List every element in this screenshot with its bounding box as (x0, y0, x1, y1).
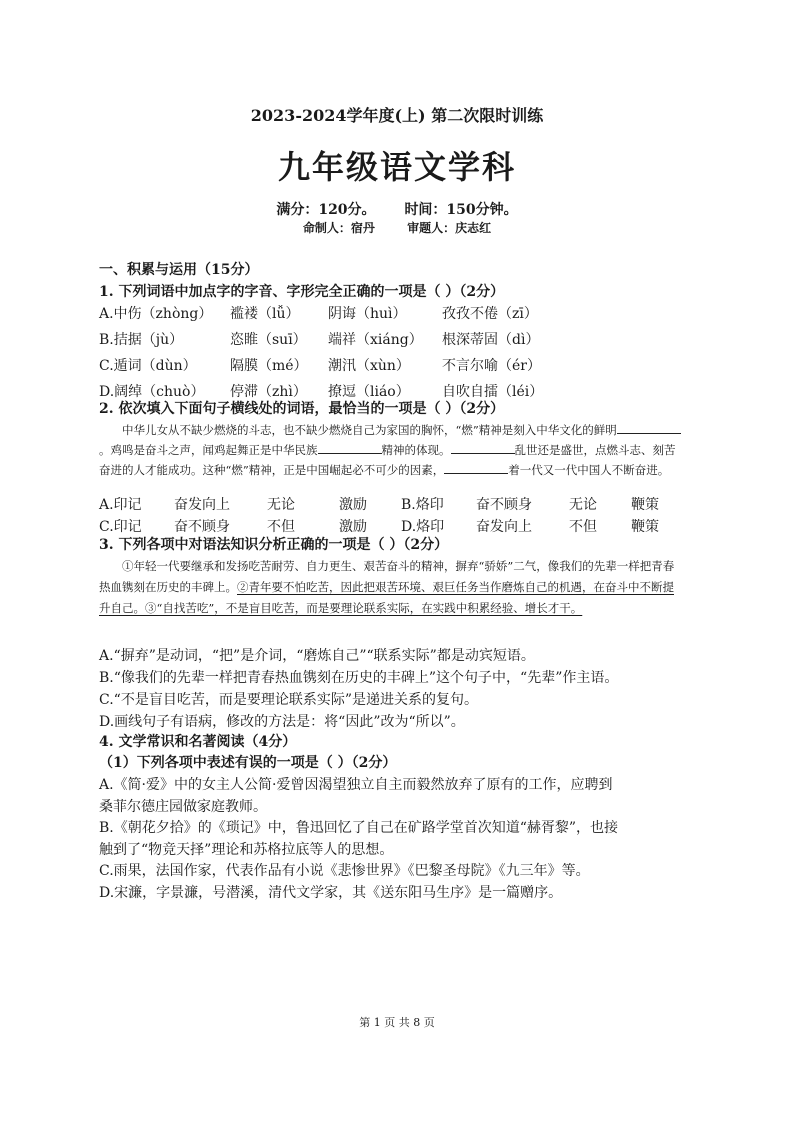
q1-option: 端祥（xiáng） (328, 332, 423, 348)
q1-option: 不言尔喻（ér） (442, 358, 541, 374)
reviewer: 审题人：庆志红 (407, 221, 492, 235)
full-score: 满分：120分。 (276, 202, 376, 218)
question-2-passage: 中华儿女从不缺少燃烧的斗志，也不缺少燃烧自己为家国的胸怀，“燃”精神是刻入中华文化的鲜明。鸡鸣是奋斗之声，闻鸡起舞正是中华民族 精神的体现。 乱世还是盛世，点燃斗志、刻苦奋进的人才能成功。这种“燃”精神，正是中国崛起必不可少的因素， 着一代又一代中国人不断奋进。 (99, 420, 683, 480)
question-1-stem: 1. 下列词语中加点字的字音、字形完全正确的一项是（ ）（2分） (99, 284, 505, 300)
q1-option: 自吹自擂（léi） (442, 384, 544, 400)
question-4-sub: （1）下列各项中表述有误的一项是（ ）（2分） (99, 755, 397, 771)
blank (617, 421, 681, 434)
question-3-options: A.“摒弃”是动词，“把”是介词，“磨炼自己”“联系实际”都是动宾短语。 B.“像我们的先辈一样把青春热血镌刻在历史的丰碑上”这个句子中，“先辈”作主语。 C.“不是盲目吃苦，而是要理论联系实际”是递进关系的复句。 D.画线句子有语病，修改的方法是：将“因此”改为“所以”。 (99, 648, 619, 730)
page-number: 第 1 页 共 8 页 (359, 1016, 435, 1029)
blank (451, 441, 515, 454)
q1-option: 隔膜（mé） (230, 358, 308, 374)
q1-option: 潮汛（xùn） (328, 358, 410, 374)
author-line (0, 219, 794, 236)
question-3-stem: 3. 下列各项中对语法知识分析正确的一项是（ ）（2分） (99, 537, 449, 553)
q1-option: 撩逗（liáo） (328, 384, 410, 400)
q1-option: D.阔绰（chuò） (99, 384, 205, 400)
q1-option: 阴诲（huì） (328, 306, 407, 322)
q1-option: A.中伤（zhòng） (99, 306, 213, 322)
question-3-passage: ①年轻一代要继承和发扬吃苦耐劳、自力更生、艰苦奋斗的精神，摒弃“骄娇”二气，像我们的先辈一样把青春热血镌刻在历史的丰碑上。②青年要不怕吃苦，因此把艰苦环境、艰巨任务当作磨炼自己的机遇，在奋斗中不断提升自己。③“自找苦吃”，不是盲目吃苦，而是要理论联系实际，在实践中积累经验、增长才干。 (99, 559, 675, 615)
question-4-options: A.《简·爱》中的女主人公简·爱曾因渴望独立自主而毅然放弃了原有的工作，应聘到 桑菲尔德庄园做家庭教师。 B.《朝花夕拾》的《琐记》中，鲁迅回忆了自己在矿路学堂首次知道“赫胥黎”，也接 触到了“物竞天择”理论和苏格拉底等人的思想。 C.雨果，法国作家，代表作品有小说《悲惨世界》《巴黎圣母院》《九三年》等。 D.宋濂，字景濂，号潜溪，清代文学家，其《送东阳马生序》是一篇赠序。 (99, 777, 619, 901)
underlined-sentence: ②青年要不怕吃苦，因此把艰苦环境、艰巨任务当作磨炼自己的机遇，在奋斗中不断提升自己。 (99, 580, 674, 615)
question-2-options: A.印记 奋发向上 无论 激励 B.烙印 奋不顾身 无论 鞭策 C.印记 奋不顾身 不但 激励 D.烙印 奋发向上 不但 鞭策 (99, 497, 659, 535)
exam-top-title: 2023-2024学年度(上) 第二次限时训练 (250, 106, 544, 125)
q1-option: 停滞（zhì） (230, 384, 307, 400)
blank (444, 461, 508, 474)
author: 命制人：宿丹 (302, 221, 375, 235)
blank (318, 441, 382, 454)
exam-time: 时间：150分钟。 (404, 202, 518, 218)
q1-option: B.拮据（jù） (99, 332, 184, 348)
question-1-options (99, 303, 592, 401)
score-time-line (0, 199, 794, 219)
question-2-stem: 2. 依次填入下面句子横线处的词语，最恰当的一项是（ ）（2分） (99, 401, 505, 417)
q1-option: 孜孜不倦（zī） (442, 306, 538, 322)
question-4-stem: 4. 文学常识和名著阅读（4分） (99, 734, 297, 750)
q1-option: C.遁词（dùn） (99, 358, 197, 374)
q1-option: 恣睢（suī） (230, 332, 307, 348)
q1-option: 褴褛（lǚ） (230, 306, 300, 322)
subject-title: 九年级语文学科 (277, 148, 516, 186)
section-title: 一、积累与运用（15分） (99, 262, 259, 278)
q1-option: 根深蒂固（dì） (442, 332, 540, 348)
